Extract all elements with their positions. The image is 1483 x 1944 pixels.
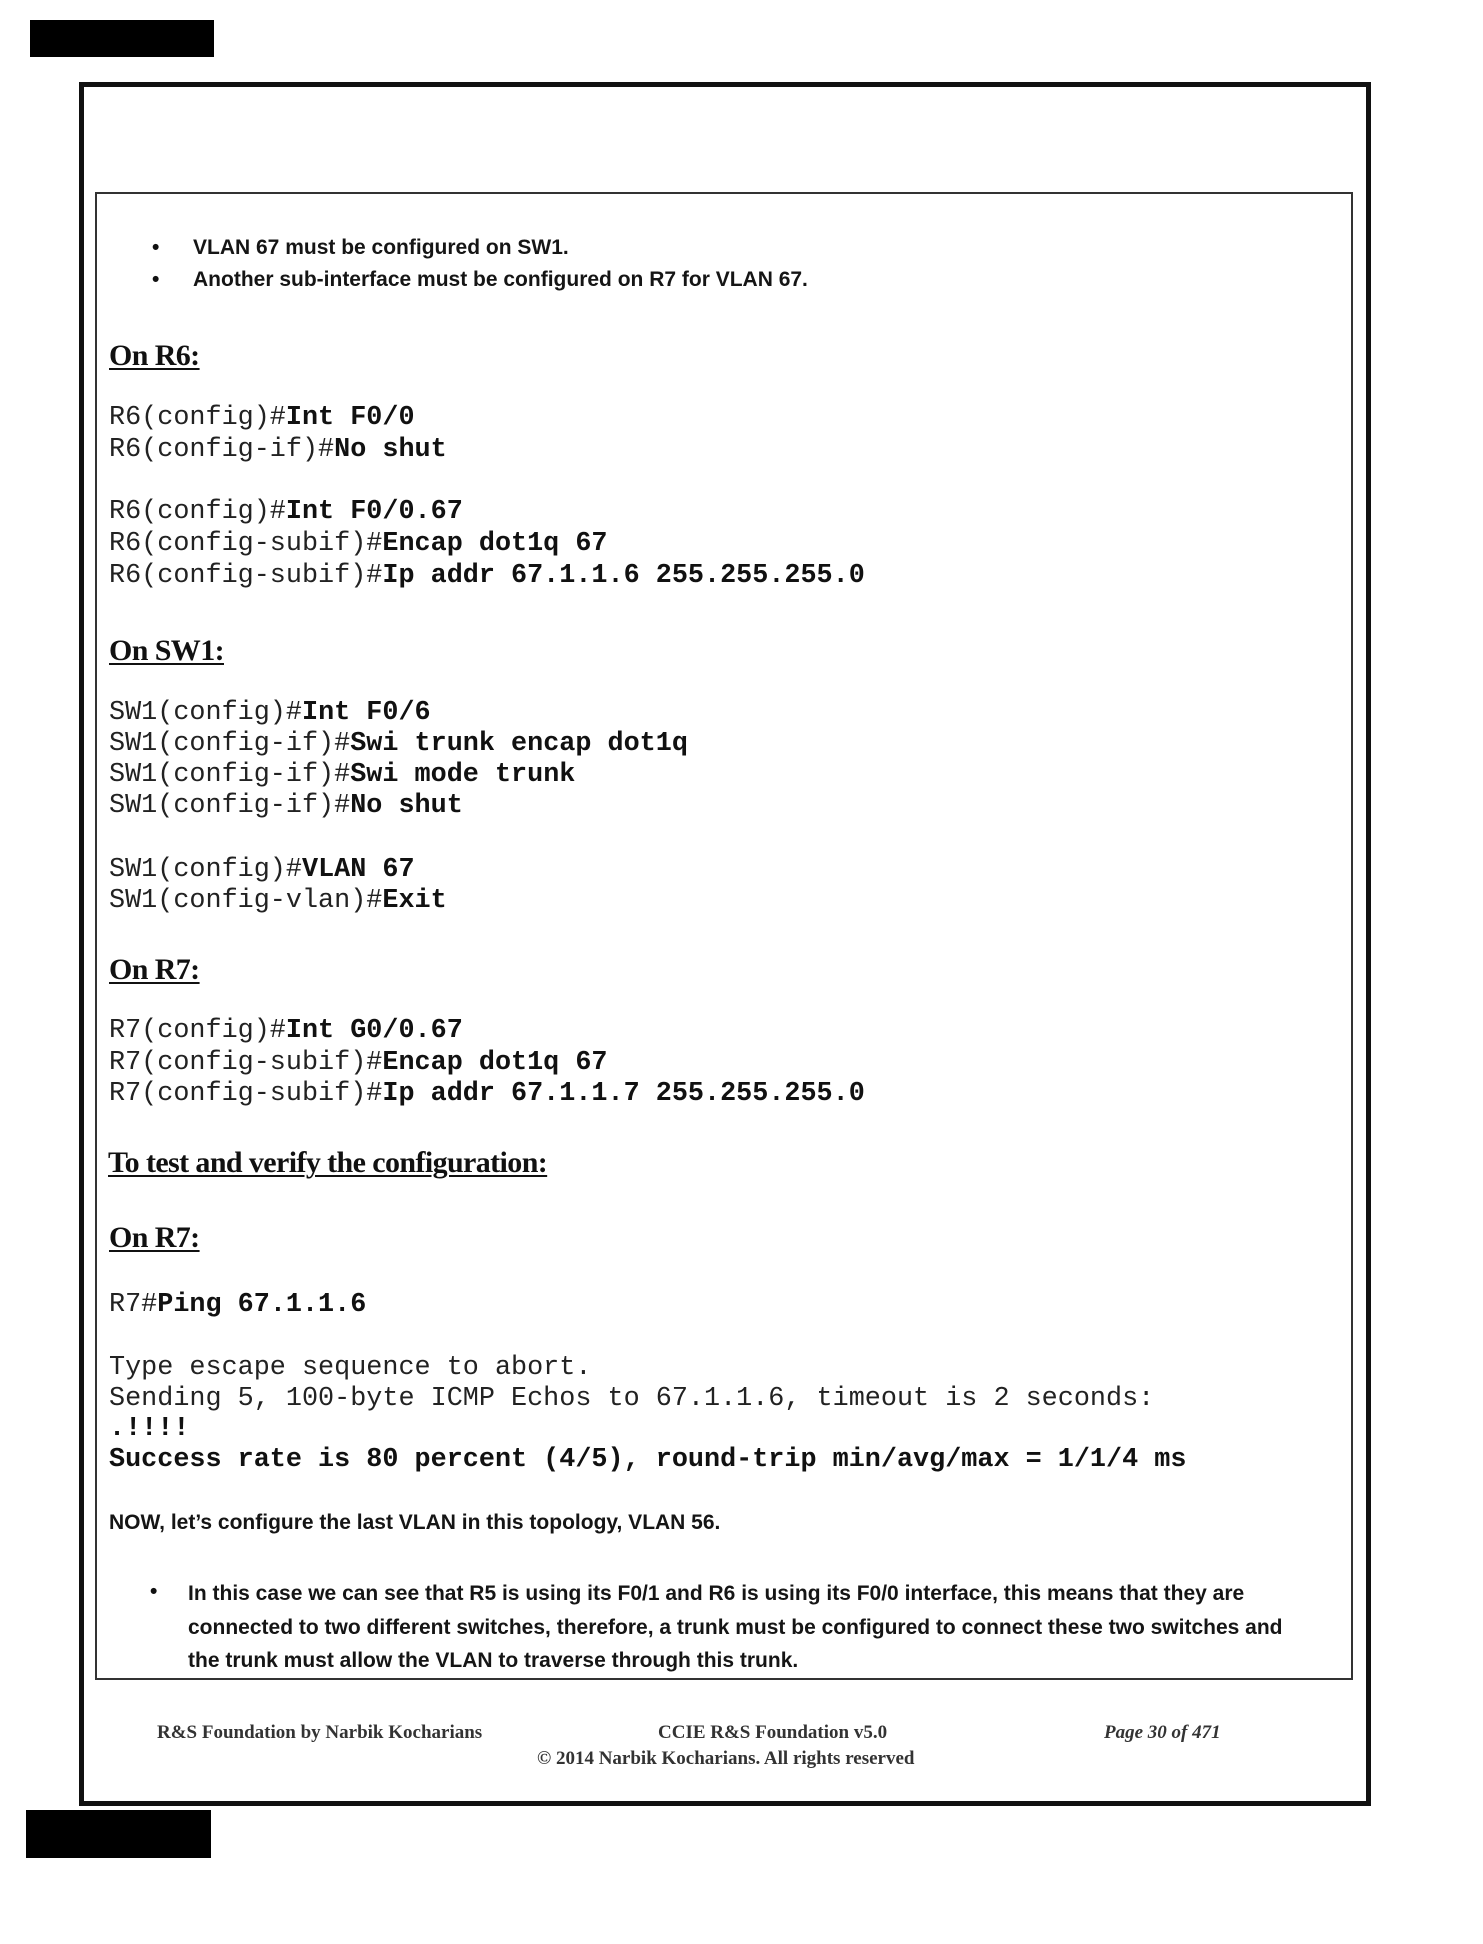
footer-page-number xyxy=(1104,1721,1221,1745)
code-line xyxy=(109,1290,366,1322)
cli-command: Ip addr 67.1.1.7 255.255.255.0 xyxy=(382,1079,865,1109)
cli-command: Exit xyxy=(382,886,447,916)
cli-command: Encap dot1q 67 xyxy=(382,1048,608,1078)
cli-prompt: SW1(config)# xyxy=(109,698,302,728)
footer-copyright: © 2014 Narbik Kocharians. All rights reserved xyxy=(537,1748,915,1769)
code-line xyxy=(109,1016,463,1048)
cli-prompt: SW1(config-if)# xyxy=(109,760,351,790)
ping-result-marks: .!!!! xyxy=(109,1414,190,1444)
code-line xyxy=(109,435,447,467)
code-line xyxy=(109,1048,608,1080)
cli-prompt: SW1(config)# xyxy=(109,855,302,885)
section-heading-r7: On R7: xyxy=(109,953,200,986)
code-line xyxy=(109,497,463,529)
intro-bullet-2: Another sub-interface must be configured on R7 for VLAN 67. xyxy=(193,268,808,291)
redaction-bar-top xyxy=(30,20,214,57)
footer-left: R&S Foundation by Narbik Kocharians xyxy=(157,1722,483,1743)
code-line xyxy=(109,529,608,561)
code-line xyxy=(109,561,865,593)
intro-bullet-1: VLAN 67 must be configured on SW1. xyxy=(193,236,569,259)
cli-prompt: R7(config-subif)# xyxy=(109,1048,383,1078)
cli-command: Swi mode trunk xyxy=(350,760,576,790)
redaction-bar-bottom xyxy=(26,1810,211,1858)
code-line xyxy=(109,886,447,918)
section-heading-verify-r7: On R7: xyxy=(109,1221,200,1254)
code-line xyxy=(109,698,431,730)
cli-command: Int F0/0.67 xyxy=(285,497,463,527)
cli-prompt: R6(config-subif)# xyxy=(109,529,383,559)
footer-center: CCIE R&S Foundation v5.0 xyxy=(658,1722,888,1743)
ping-output-line: Sending 5, 100-byte ICMP Echos to 67.1.1.6, timeout is 2 seconds: xyxy=(109,1384,1155,1414)
code-line xyxy=(109,1079,865,1111)
section-heading-r6: On R6: xyxy=(109,339,200,372)
cli-command: Int F0/6 xyxy=(301,698,431,728)
bullet-icon: • xyxy=(152,236,160,259)
code-line xyxy=(109,403,415,435)
section-heading-verify: To test and verify the configuration: xyxy=(108,1146,548,1179)
cli-command: Encap dot1q 67 xyxy=(382,529,608,559)
ping-result-row xyxy=(109,1414,189,1446)
cli-command: Ip addr 67.1.1.6 255.255.255.0 xyxy=(382,561,865,591)
ping-success-line: Success rate is 80 percent (4/5), round-trip min/avg/max = 1/1/4 ms xyxy=(109,1445,1187,1475)
cli-prompt: SW1(config-vlan)# xyxy=(109,886,383,916)
code-line xyxy=(109,855,415,887)
next-intro-text: NOW, let’s configure the last VLAN in this topology, VLAN 56. xyxy=(109,1511,721,1534)
cli-command: Int G0/0.67 xyxy=(285,1016,463,1046)
cli-command: Int F0/0 xyxy=(285,403,415,433)
ping-success-row xyxy=(109,1445,1186,1477)
cli-prompt: R6(config)# xyxy=(109,497,286,527)
bullet-icon: • xyxy=(150,1580,158,1603)
cli-prompt: R7(config)# xyxy=(109,1016,286,1046)
cli-prompt: R7# xyxy=(109,1290,158,1320)
cli-command: VLAN 67 xyxy=(301,855,415,885)
cli-command: Ping 67.1.1.6 xyxy=(157,1290,367,1320)
cli-prompt: R6(config-if)# xyxy=(109,435,335,465)
cli-prompt: SW1(config-if)# xyxy=(109,791,351,821)
code-line xyxy=(109,760,575,792)
page-number-text: Page 30 of 471 xyxy=(1104,1722,1221,1743)
next-bullet-paragraph: In this case we can see that R5 is using its F0/1 and R6 is using its F0/0 interface, this means that they are connected to two different switches, therefore, a trunk must be configured to connect these two switches and the trunk must allow the VLAN to traverse through this trunk. xyxy=(188,1582,1283,1672)
code-line xyxy=(109,729,688,761)
cli-command: Swi trunk encap dot1q xyxy=(350,729,688,759)
cli-command: No shut xyxy=(350,791,463,821)
code-line xyxy=(109,791,463,823)
bullet-icon: • xyxy=(152,268,160,291)
ping-output-line: Type escape sequence to abort. xyxy=(109,1353,592,1383)
cli-prompt: R7(config-subif)# xyxy=(109,1079,383,1109)
section-heading-sw1: On SW1: xyxy=(109,634,224,667)
cli-command: No shut xyxy=(334,435,447,465)
cli-prompt: R6(config)# xyxy=(109,403,286,433)
cli-prompt: R6(config-subif)# xyxy=(109,561,383,591)
cli-prompt: SW1(config-if)# xyxy=(109,729,351,759)
